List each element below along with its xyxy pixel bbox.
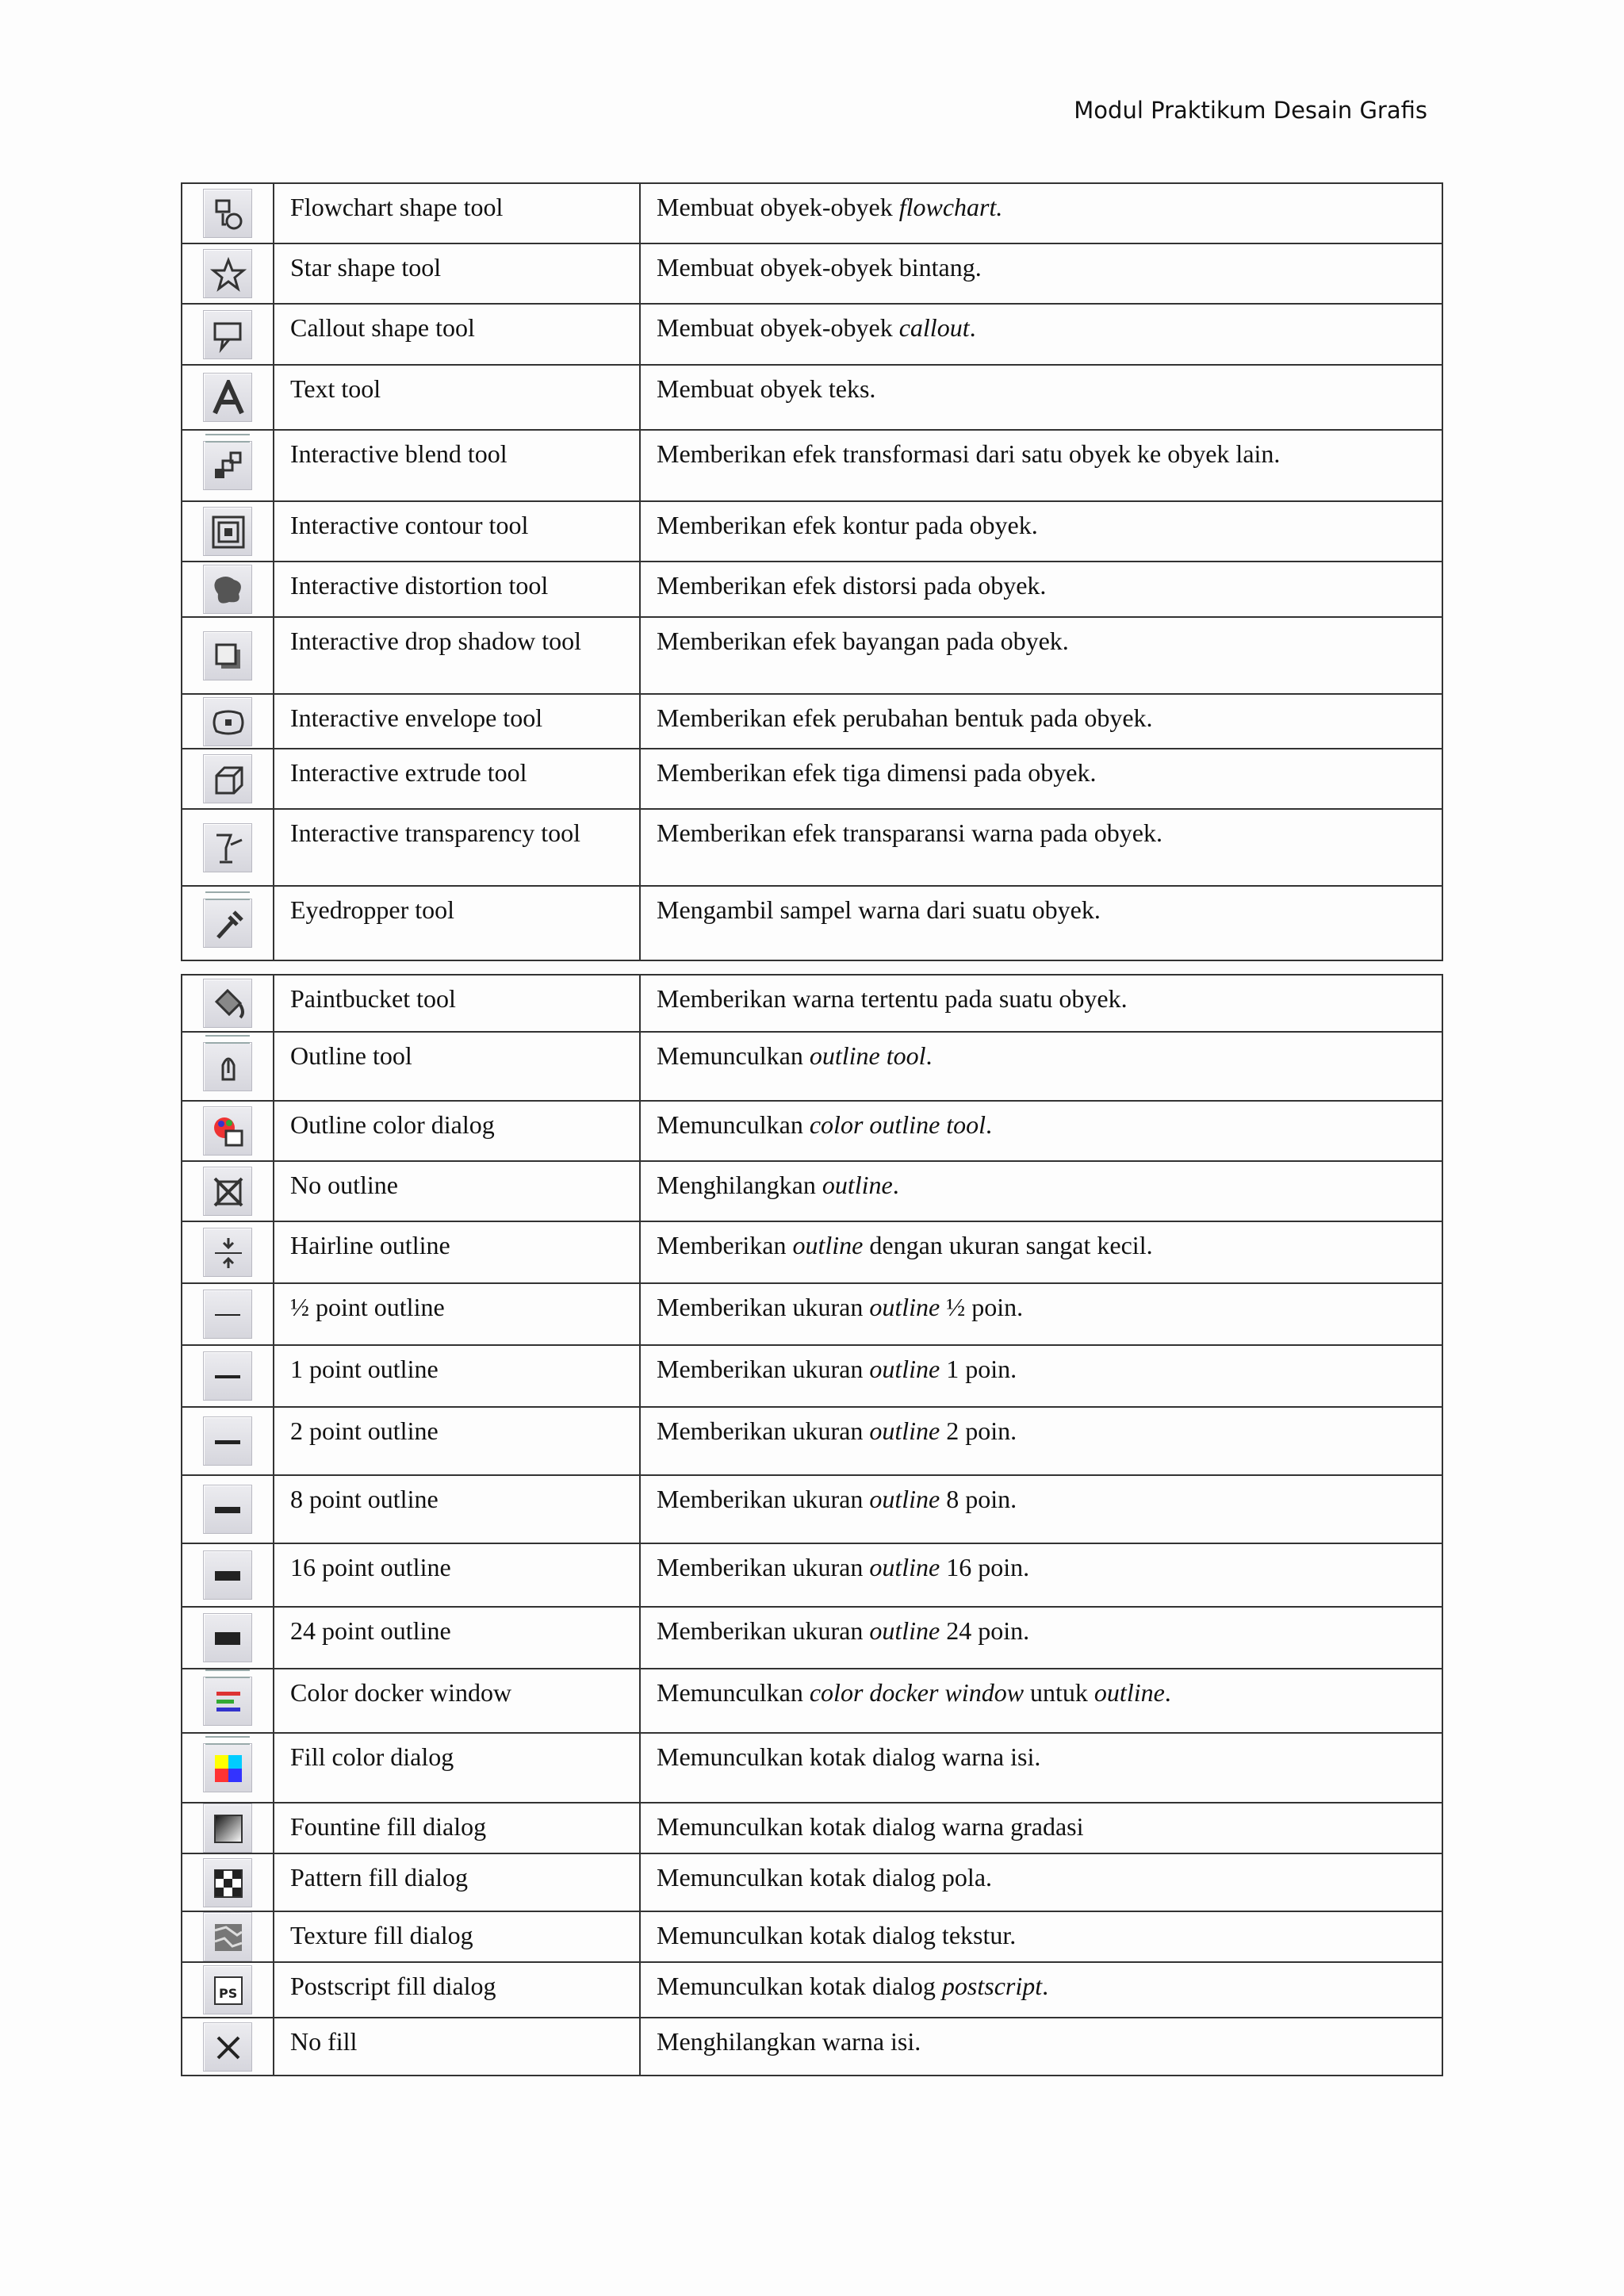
icon-cell bbox=[182, 304, 274, 365]
icon-cell bbox=[182, 1853, 274, 1911]
icon-cell bbox=[182, 1283, 274, 1345]
icon-cell bbox=[182, 1733, 274, 1803]
description-text: Memberikan ukuran bbox=[657, 1553, 870, 1581]
description-text: . bbox=[1042, 1972, 1049, 2000]
table-row bbox=[182, 617, 1442, 694]
description-text: 1 poin. bbox=[940, 1355, 1017, 1383]
tool-name: Interactive transparency tool bbox=[274, 809, 640, 886]
description-text: flowchart. bbox=[898, 193, 1003, 221]
table-row bbox=[182, 1853, 1442, 1911]
icon-cell bbox=[182, 975, 274, 1032]
icon-cell bbox=[182, 809, 274, 886]
description-text: Membuat obyek teks. bbox=[657, 374, 876, 403]
description-text: Memberikan efek transparansi warna pada obyek. bbox=[657, 818, 1162, 847]
line-weight-bar bbox=[215, 1632, 240, 1645]
tool-name: Callout shape tool bbox=[274, 304, 640, 365]
table-row bbox=[182, 2018, 1442, 2076]
table-row bbox=[182, 1669, 1442, 1733]
eight-point-outline-icon bbox=[203, 1485, 252, 1534]
tool-name: Interactive contour tool bbox=[274, 501, 640, 562]
description-text: Memunculkan kotak dialog tekstur. bbox=[657, 1921, 1017, 1949]
tool-name: No fill bbox=[274, 2018, 640, 2076]
description-text: Memunculkan kotak dialog bbox=[657, 1972, 942, 2000]
description-text: Memberikan ukuran bbox=[657, 1616, 870, 1645]
description-text: Memunculkan kotak dialog warna isi. bbox=[657, 1742, 1041, 1771]
line-weight-bar bbox=[215, 1507, 240, 1513]
tool-name: 1 point outline bbox=[274, 1345, 640, 1407]
tool-description bbox=[640, 886, 1442, 960]
description-text: . bbox=[969, 313, 976, 342]
tool-description bbox=[640, 1911, 1442, 1962]
tool-description bbox=[640, 1803, 1442, 1853]
description-text: Memunculkan bbox=[657, 1110, 810, 1139]
table-row bbox=[182, 1475, 1442, 1543]
description-text: Memberikan ukuran bbox=[657, 1416, 870, 1445]
description-text: Memberikan ukuran bbox=[657, 1485, 870, 1513]
icon-cell bbox=[182, 1032, 274, 1101]
tool-name: 8 point outline bbox=[274, 1475, 640, 1543]
tool-name: Pattern fill dialog bbox=[274, 1853, 640, 1911]
table-row bbox=[182, 975, 1442, 1032]
tool-description bbox=[640, 1607, 1442, 1669]
tool-name: Interactive envelope tool bbox=[274, 694, 640, 749]
icon-cell bbox=[182, 501, 274, 562]
icon-cell bbox=[182, 1475, 274, 1543]
description-text: Memberikan efek tiga dimensi pada obyek. bbox=[657, 758, 1097, 787]
description-text: . bbox=[1164, 1678, 1171, 1707]
tool-description bbox=[640, 809, 1442, 886]
tool-name: 24 point outline bbox=[274, 1607, 640, 1669]
icon-cell bbox=[182, 183, 274, 243]
tool-description bbox=[640, 304, 1442, 365]
tool-description bbox=[640, 183, 1442, 243]
description-text: Memunculkan kotak dialog warna gradasi bbox=[657, 1812, 1084, 1841]
tool-description bbox=[640, 1475, 1442, 1543]
table-row bbox=[182, 183, 1442, 243]
tool-name: Outline tool bbox=[274, 1032, 640, 1101]
description-text: 24 poin. bbox=[940, 1616, 1030, 1645]
tool-description bbox=[640, 1221, 1442, 1283]
table-row bbox=[182, 1803, 1442, 1853]
table-row bbox=[182, 1543, 1442, 1607]
tool-name: 16 point outline bbox=[274, 1543, 640, 1607]
description-text: outline bbox=[869, 1485, 940, 1513]
description-text: color outline tool bbox=[809, 1110, 986, 1139]
table-row bbox=[182, 1962, 1442, 2018]
tool-name: 2 point outline bbox=[274, 1407, 640, 1475]
tool-description bbox=[640, 749, 1442, 809]
tool-name: No outline bbox=[274, 1161, 640, 1221]
no-fill-icon bbox=[203, 2022, 252, 2072]
description-text: outline bbox=[869, 1553, 940, 1581]
table-row bbox=[182, 562, 1442, 617]
tool-description bbox=[640, 1283, 1442, 1345]
icon-cell bbox=[182, 749, 274, 809]
fountain-fill-icon bbox=[203, 1803, 252, 1853]
description-text: Memberikan warna tertentu pada suatu obyek. bbox=[657, 984, 1128, 1013]
tool-description bbox=[640, 1032, 1442, 1101]
tool-table-2 bbox=[181, 974, 1443, 2076]
tool-name: Eyedropper tool bbox=[274, 886, 640, 960]
description-text: dengan ukuran sangat kecil. bbox=[863, 1231, 1153, 1259]
table-row bbox=[182, 1407, 1442, 1475]
twentyfour-point-outline-icon bbox=[203, 1613, 252, 1662]
icon-cell bbox=[182, 1221, 274, 1283]
description-text: Memberikan efek transformasi dari satu obyek ke obyek lain. bbox=[657, 439, 1281, 468]
tool-description bbox=[640, 1733, 1442, 1803]
description-text: 16 poin. bbox=[940, 1553, 1030, 1581]
tool-name: ½ point outline bbox=[274, 1283, 640, 1345]
description-text: ½ poin. bbox=[940, 1293, 1024, 1321]
tool-name: Outline color dialog bbox=[274, 1101, 640, 1161]
icon-cell bbox=[182, 243, 274, 304]
interactive-contour-icon bbox=[203, 507, 252, 556]
tool-name: Hairline outline bbox=[274, 1221, 640, 1283]
description-text: Memunculkan bbox=[657, 1678, 810, 1707]
description-text: outline bbox=[1094, 1678, 1165, 1707]
interactive-blend-icon bbox=[203, 441, 252, 490]
description-text: Memunculkan bbox=[657, 1041, 810, 1070]
icon-cell bbox=[182, 1101, 274, 1161]
icon-cell bbox=[182, 1803, 274, 1853]
tool-name: Fountine fill dialog bbox=[274, 1803, 640, 1853]
description-text: outline bbox=[869, 1616, 940, 1645]
tool-description bbox=[640, 1101, 1442, 1161]
tool-description bbox=[640, 1853, 1442, 1911]
table-row bbox=[182, 1101, 1442, 1161]
tool-name: Postscript fill dialog bbox=[274, 1962, 640, 2018]
icon-cell bbox=[182, 2018, 274, 2076]
table-row bbox=[182, 1161, 1442, 1221]
tool-description bbox=[640, 1669, 1442, 1733]
two-point-outline-icon bbox=[203, 1416, 252, 1466]
table-row bbox=[182, 886, 1442, 960]
hairline-outline-icon bbox=[203, 1228, 252, 1277]
eyedropper-icon bbox=[203, 899, 252, 948]
flowchart-shape-icon bbox=[203, 189, 252, 238]
star-shape-icon bbox=[203, 249, 252, 298]
tool-name: Paintbucket tool bbox=[274, 975, 640, 1032]
tool-name: Interactive drop shadow tool bbox=[274, 617, 640, 694]
description-text: Memberikan efek distorsi pada obyek. bbox=[657, 571, 1047, 600]
table-row bbox=[182, 1032, 1442, 1101]
description-text: outline bbox=[869, 1355, 940, 1383]
icon-cell bbox=[182, 430, 274, 501]
table-row bbox=[182, 365, 1442, 430]
description-text: 8 poin. bbox=[940, 1485, 1017, 1513]
description-text: outline bbox=[822, 1171, 893, 1199]
table-row bbox=[182, 1345, 1442, 1407]
tool-name: Texture fill dialog bbox=[274, 1911, 640, 1962]
icon-cell bbox=[182, 1911, 274, 1962]
description-text: outline bbox=[869, 1293, 940, 1321]
tool-name: Interactive blend tool bbox=[274, 430, 640, 501]
tool-description bbox=[640, 1962, 1442, 2018]
table-row bbox=[182, 1283, 1442, 1345]
description-text: Memunculkan kotak dialog pola. bbox=[657, 1863, 993, 1892]
description-text: . bbox=[986, 1110, 993, 1139]
tool-table-1 bbox=[181, 182, 1443, 961]
tool-description bbox=[640, 1543, 1442, 1607]
tool-description bbox=[640, 430, 1442, 501]
icon-cell bbox=[182, 365, 274, 430]
description-text: Memberikan efek kontur pada obyek. bbox=[657, 511, 1038, 539]
description-text: Menghilangkan warna isi. bbox=[657, 2027, 921, 2056]
line-weight-bar bbox=[215, 1571, 240, 1581]
description-text: Memberikan efek bayangan pada obyek. bbox=[657, 627, 1069, 655]
icon-cell bbox=[182, 886, 274, 960]
outline-pen-icon bbox=[203, 1042, 252, 1091]
description-text: Memberikan bbox=[657, 1231, 793, 1259]
tool-description bbox=[640, 975, 1442, 1032]
sixteen-point-outline-icon bbox=[203, 1550, 252, 1600]
icon-cell bbox=[182, 1345, 274, 1407]
description-text: . bbox=[925, 1041, 933, 1070]
callout-shape-icon bbox=[203, 310, 252, 359]
tool-description bbox=[640, 694, 1442, 749]
description-text: outline bbox=[792, 1231, 864, 1259]
tool-description bbox=[640, 1407, 1442, 1475]
icon-cell bbox=[182, 1543, 274, 1607]
interactive-drop-shadow-icon bbox=[203, 631, 252, 680]
table-row bbox=[182, 694, 1442, 749]
description-text: Membuat obyek-obyek bbox=[657, 313, 899, 342]
description-text: Memberikan efek perubahan bentuk pada obyek. bbox=[657, 703, 1153, 732]
interactive-transparency-icon bbox=[203, 823, 252, 872]
icon-cell bbox=[182, 1962, 274, 2018]
icon-cell bbox=[182, 1669, 274, 1733]
interactive-distortion-icon bbox=[203, 565, 252, 614]
interactive-extrude-icon bbox=[203, 754, 252, 803]
tool-name: Interactive distortion tool bbox=[274, 562, 640, 617]
half-point-outline-icon bbox=[203, 1290, 252, 1339]
tool-name: Text tool bbox=[274, 365, 640, 430]
icon-cell bbox=[182, 1607, 274, 1669]
table-row bbox=[182, 1911, 1442, 1962]
svg-text:PS: PS bbox=[219, 1986, 238, 2001]
table-row bbox=[182, 1607, 1442, 1669]
description-text: . bbox=[892, 1171, 899, 1199]
description-text: Menghilangkan bbox=[657, 1171, 822, 1199]
page-header: Modul Praktikum Desain Grafis bbox=[1074, 97, 1427, 124]
icon-cell bbox=[182, 617, 274, 694]
tool-name: Fill color dialog bbox=[274, 1733, 640, 1803]
line-weight-bar bbox=[215, 1440, 240, 1444]
description-text: Memberikan ukuran bbox=[657, 1355, 870, 1383]
description-text: Memberikan ukuran bbox=[657, 1293, 870, 1321]
table-row bbox=[182, 809, 1442, 886]
description-text: Membuat obyek-obyek bbox=[657, 193, 899, 221]
icon-cell bbox=[182, 1161, 274, 1221]
tool-name: Color docker window bbox=[274, 1669, 640, 1733]
icon-cell bbox=[182, 694, 274, 749]
color-docker-icon bbox=[203, 1677, 252, 1726]
text-tool-icon bbox=[203, 373, 252, 422]
tool-description bbox=[640, 2018, 1442, 2076]
icon-cell bbox=[182, 1407, 274, 1475]
description-text: Membuat obyek-obyek bintang. bbox=[657, 253, 982, 282]
postscript-fill-icon bbox=[203, 1965, 252, 2014]
description-text: untuk bbox=[1024, 1678, 1094, 1707]
description-text: Mengambil sampel warna dari suatu obyek. bbox=[657, 895, 1101, 924]
description-text: outline tool bbox=[809, 1041, 926, 1070]
tool-description bbox=[640, 365, 1442, 430]
tool-name: Flowchart shape tool bbox=[274, 183, 640, 243]
tool-description bbox=[640, 501, 1442, 562]
table-row bbox=[182, 1733, 1442, 1803]
description-text: 2 poin. bbox=[940, 1416, 1017, 1445]
tool-description bbox=[640, 1161, 1442, 1221]
description-text: callout bbox=[898, 313, 970, 342]
table-row bbox=[182, 749, 1442, 809]
table-row bbox=[182, 501, 1442, 562]
fill-color-icon bbox=[203, 1743, 252, 1792]
paintbucket-icon bbox=[203, 979, 252, 1028]
line-weight-bar bbox=[215, 1375, 240, 1378]
icon-cell bbox=[182, 562, 274, 617]
description-text: color docker window bbox=[809, 1678, 1025, 1707]
tool-name: Star shape tool bbox=[274, 243, 640, 304]
tool-description bbox=[640, 562, 1442, 617]
line-weight-bar bbox=[215, 1314, 240, 1316]
outline-color-icon bbox=[203, 1106, 252, 1156]
table-row bbox=[182, 1221, 1442, 1283]
table-row bbox=[182, 243, 1442, 304]
table-row bbox=[182, 430, 1442, 501]
description-text: outline bbox=[869, 1416, 940, 1445]
pattern-fill-icon bbox=[203, 1858, 252, 1907]
tool-description bbox=[640, 243, 1442, 304]
description-text: postscript bbox=[941, 1972, 1043, 2000]
interactive-envelope-icon bbox=[203, 697, 252, 746]
tool-name: Interactive extrude tool bbox=[274, 749, 640, 809]
one-point-outline-icon bbox=[203, 1351, 252, 1401]
no-outline-icon bbox=[203, 1167, 252, 1216]
tool-description bbox=[640, 1345, 1442, 1407]
tool-description bbox=[640, 617, 1442, 694]
texture-fill-icon bbox=[203, 1912, 252, 1961]
table-row bbox=[182, 304, 1442, 365]
